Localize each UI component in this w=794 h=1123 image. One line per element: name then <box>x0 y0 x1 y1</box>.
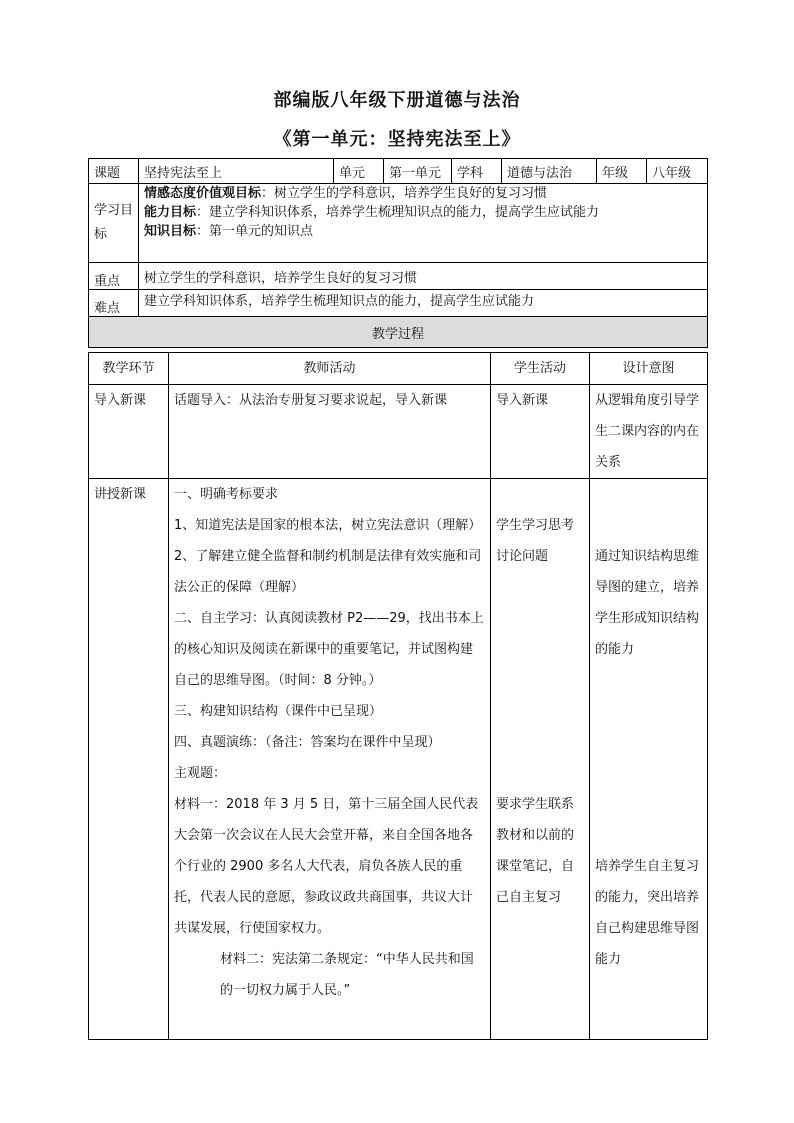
intro-student: 导入新课 <box>491 385 590 479</box>
lecture-intent-1: 通过知识结构思维导图的建立，培养学生形成知识结构的能力 <box>595 549 700 657</box>
teacher-line: 二、自主学习：认真阅读教材 P2——29，找出书本上的核心知识及阅读在新课中的重要笔记，并试图构建自己的思维导图。（时间：8 分钟。） <box>174 611 484 688</box>
teacher-line: 材料二：宪法第二条规定：“中华人民共和国的一切权力属于人民。” <box>220 952 474 998</box>
process-header-row <box>89 353 708 385</box>
goals-row <box>89 184 708 263</box>
header-intent: 设计意图 <box>590 353 708 385</box>
goal-ability-text: ：建立学科知识体系，培养学生梳理知识点的能力，提高学生应试能力 <box>196 205 600 220</box>
grade-value: 八年级 <box>647 159 708 184</box>
process-banner: 教学过程 <box>89 317 708 348</box>
lecture-row <box>89 479 708 1040</box>
process-banner-row <box>89 317 708 348</box>
header-teacher: 教师活动 <box>169 353 491 385</box>
goal-emotion <box>144 184 702 203</box>
intro-intent: 从逻辑角度引导学生二课内容的内在关系 <box>590 385 708 479</box>
unit-value: 第一单元 <box>384 159 452 184</box>
subject-value: 道德与法治 <box>502 159 597 184</box>
lecture-student-1: 学生学习思考讨论问题 <box>496 518 575 564</box>
teacher-line: 一、明确考标要求 <box>174 487 279 502</box>
lecture-teacher <box>169 479 491 1040</box>
teacher-line: 四、真题演练：（备注：答案均在课件中呈现） <box>174 735 441 750</box>
lecture-student <box>491 479 590 1040</box>
lesson-info-table <box>88 158 708 348</box>
teacher-line: 材料一：2018 年 3 月 5 日，第十三届全国人民代表大会第一次会议在人民大会堂开幕，来自全国各地各个行业的 2900 多名人大代表，肩负各族人民的重托，代表人民的意愿，参政议政共商国事，共议大计共谋发展，行使国家权力。 <box>174 797 479 936</box>
header-stage: 教学环节 <box>89 353 169 385</box>
grade-label: 年级 <box>597 159 647 184</box>
document-subtitle: 《第一单元：坚持宪法至上》 <box>273 129 521 150</box>
key-label: 重点 <box>89 263 139 290</box>
unit-label: 单元 <box>334 159 384 184</box>
teaching-process-table <box>88 352 708 1040</box>
teacher-line: 1、知道宪法是国家的根本法，树立宪法意识（理解） <box>174 518 482 533</box>
difficulty-text: 建立学科知识体系，培养学生梳理知识点的能力，提高学生应试能力 <box>139 290 708 317</box>
teacher-line: 2、了解建立健全监督和制约机制是法律有效实施和司法公正的保障（理解） <box>174 549 482 595</box>
document-title: 部编版八年级下册道德与法治 <box>273 90 521 111</box>
teacher-line: 主观题： <box>174 766 227 781</box>
topic-row <box>89 159 708 184</box>
lecture-student-2: 要求学生联系教材和以前的课堂笔记，自己自主复习 <box>496 797 575 905</box>
key-row <box>89 263 708 290</box>
goals-content <box>139 184 708 263</box>
goal-ability-label: 能力目标 <box>144 205 197 220</box>
intro-stage: 导入新课 <box>89 385 169 479</box>
lecture-stage: 讲授新课 <box>89 479 169 1040</box>
goal-emotion-text: ：树立学生的学科意识，培养学生良好的复习习惯 <box>261 186 548 201</box>
topic-label: 课题 <box>89 159 139 184</box>
goal-knowledge <box>144 222 702 241</box>
difficulty-row <box>89 290 708 317</box>
difficulty-label: 难点 <box>89 290 139 317</box>
intro-row <box>89 385 708 479</box>
goal-emotion-label: 情感态度价值观目标 <box>144 186 262 201</box>
goal-ability <box>144 203 702 222</box>
goals-label: 学习目标 <box>89 184 139 263</box>
teacher-line: 三、构建知识结构（课件中已呈现） <box>174 704 383 719</box>
subject-label: 学科 <box>452 159 502 184</box>
key-text: 树立学生的学科意识，培养学生良好的复习习惯 <box>139 263 708 290</box>
goal-knowledge-label: 知识目标 <box>144 224 197 239</box>
lecture-intent-2: 培养学生自主复习的能力，突出培养自己构建思维导图能力 <box>595 859 700 967</box>
intro-teacher: 话题导入：从法治专册复习要求说起，导入新课 <box>169 385 491 479</box>
lecture-intent <box>590 479 708 1040</box>
goal-knowledge-text: ：第一单元的知识点 <box>196 224 314 239</box>
topic-value: 坚持宪法至上 <box>139 159 334 184</box>
header-student: 学生活动 <box>491 353 590 385</box>
